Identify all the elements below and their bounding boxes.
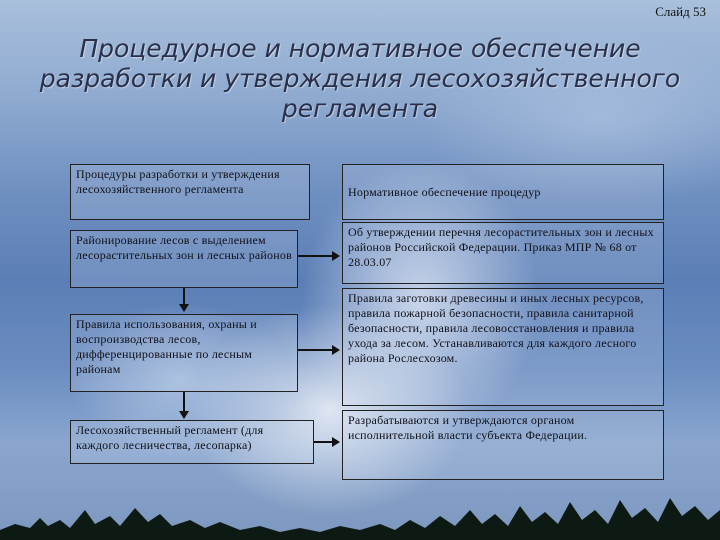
normative-header-text: Нормативное обеспечение процедур <box>348 185 541 199</box>
slide-title: Процедурное и нормативное обеспечение разработки и утверждения лесохозяйственного регламента <box>39 34 681 123</box>
down-arrow-2-line <box>183 392 185 411</box>
down-arrow-1-line <box>183 288 185 304</box>
procedures-header-box <box>70 164 310 220</box>
right-arrow-2-line <box>298 349 332 351</box>
zones-order-text: Об утверждении перечня лесорастительных зон и лесных районов Российской Федерации. Приказ МПР № 68 от 28.03.07 <box>348 225 654 269</box>
right-arrow-3-head <box>332 437 340 447</box>
down-arrow-1-head <box>179 304 189 312</box>
harvest-rules-text: Правила заготовки древесины и иных лесных ресурсов, правила пожарной безопасности, правила санитарной безопасности, правила лесовосстановления и правила ухода за лесом. Устанавливаются для каждого лесного района Рослесхозом. <box>348 291 644 365</box>
right-arrow-3-line <box>314 441 332 443</box>
subject-authority-box <box>342 410 664 480</box>
treeline-silhouette <box>0 480 720 540</box>
zoning-box <box>70 230 298 288</box>
right-arrow-2-head <box>332 345 340 355</box>
regulation-text: Лесохозяйственный регламент (для каждого лесничества, лесопарка) <box>76 423 264 452</box>
procedures-header-text: Процедуры разработки и утверждения лесохозяйственного регламента <box>76 167 280 196</box>
rules-box <box>70 314 298 392</box>
rules-text: Правила использования, охраны и воспроизводства лесов, дифференцированные по лесным районам <box>76 317 257 376</box>
subject-authority-text: Разрабатываются и утверждаются органом исполнительной власти субъекта Федерации. <box>348 413 588 442</box>
zoning-text: Районирование лесов с выделением лесорастительных зон и лесных районов <box>76 233 292 262</box>
harvest-rules-box <box>342 288 664 406</box>
slide-number: Слайд 53 <box>655 4 706 19</box>
right-arrow-1-head <box>332 251 340 261</box>
normative-header-box <box>342 164 664 220</box>
down-arrow-2-head <box>179 411 189 419</box>
regulation-box <box>70 420 314 464</box>
zones-order-box <box>342 222 664 284</box>
right-arrow-1-line <box>298 255 332 257</box>
